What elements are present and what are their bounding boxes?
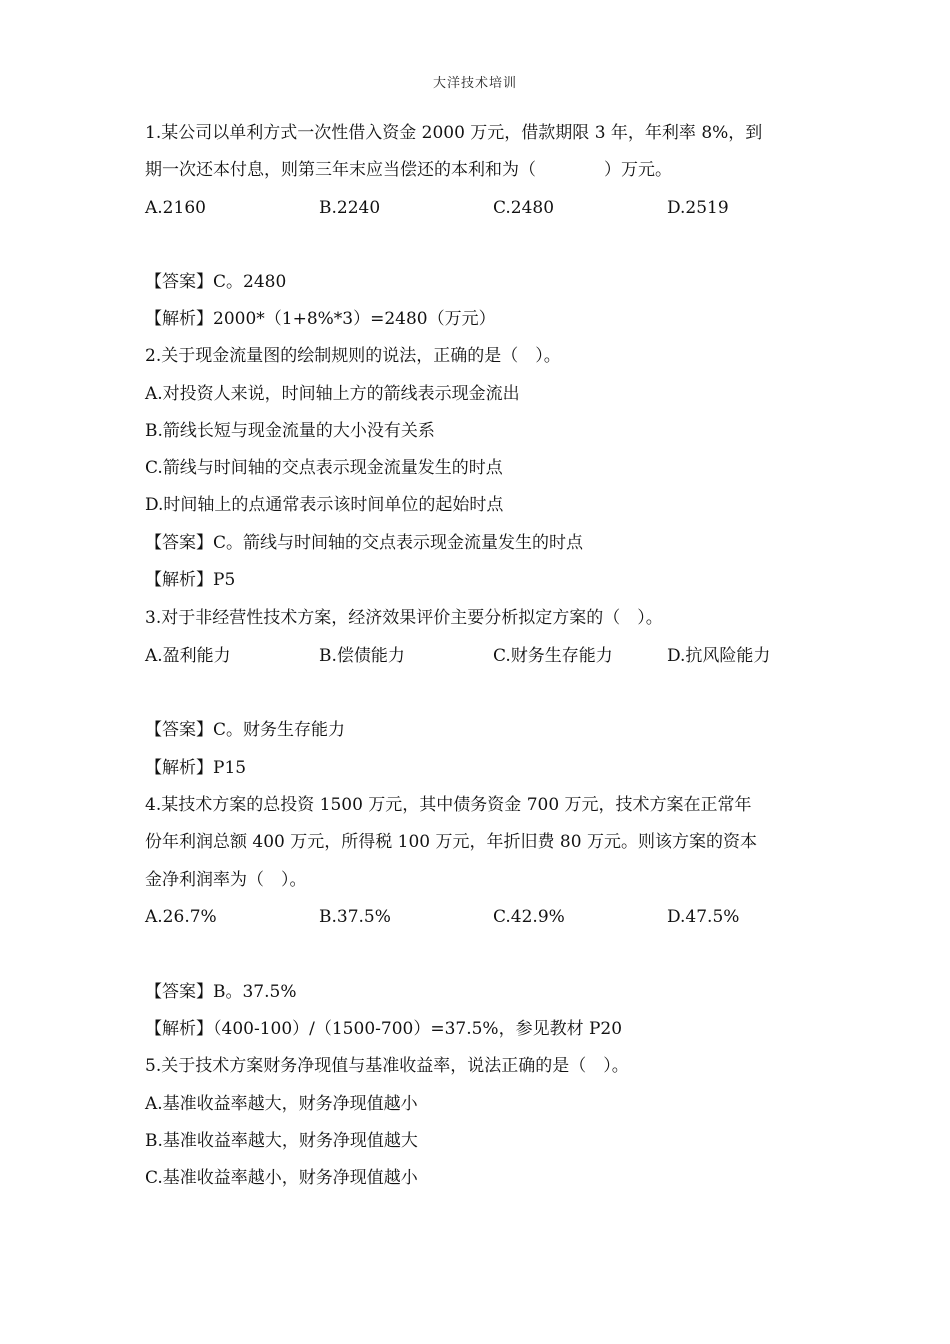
q5-option-a: A.基准收益率越大，财务净现值越小 bbox=[145, 1094, 418, 1114]
q3-option-c: C.财务生存能力 bbox=[493, 646, 613, 666]
q3-analysis: 【解析】P15 bbox=[145, 758, 247, 778]
q4-stem-line2: 份年利润总额 400 万元，所得税 100 万元，年折旧费 80 万元。则该方案的资本 bbox=[145, 832, 757, 852]
q2-option-c: C.箭线与时间轴的交点表示现金流量发生的时点 bbox=[145, 458, 503, 478]
q5-option-b: B.基准收益率越大，财务净现值越大 bbox=[145, 1131, 418, 1151]
q1-stem-line1: 1.某公司以单利方式一次性借入资金 2000 万元，借款期限 3 年，年利率 8%，到 bbox=[145, 123, 763, 143]
q2-answer: 【答案】C。箭线与时间轴的交点表示现金流量发生的时点 bbox=[145, 533, 584, 553]
q3-option-a: A.盈利能力 bbox=[145, 646, 231, 666]
q5-option-c: C.基准收益率越小，财务净现值越小 bbox=[145, 1168, 418, 1188]
page-header: 大洋技术培训 bbox=[432, 76, 517, 91]
q4-option-a: A.26.7% bbox=[145, 907, 217, 927]
q3-option-b: B.偿债能力 bbox=[319, 646, 405, 666]
q2-analysis: 【解析】P5 bbox=[145, 570, 236, 590]
q4-answer: 【答案】B。37.5% bbox=[145, 982, 297, 1002]
q1-option-c: C.2480 bbox=[493, 198, 555, 218]
q4-stem-line3: 金净利润率为（ ）。 bbox=[145, 870, 307, 890]
q1-analysis: 【解析】2000*（1+8%*3）=2480（万元） bbox=[145, 309, 496, 329]
q5-stem: 5.关于技术方案财务净现值与基准收益率，说法正确的是（ ）。 bbox=[145, 1056, 629, 1076]
q4-analysis: 【解析】（400-100）/（1500-700）=37.5%，参见教材 P20 bbox=[145, 1019, 623, 1039]
q4-stem-line1: 4.某技术方案的总投资 1500 万元，其中债务资金 700 万元，技术方案在正常年 bbox=[145, 795, 752, 815]
q1-option-a: A.2160 bbox=[145, 198, 206, 218]
q2-stem: 2.关于现金流量图的绘制规则的说法，正确的是（ ）。 bbox=[145, 346, 561, 366]
q2-option-a: A.对投资人来说，时间轴上方的箭线表示现金流出 bbox=[145, 384, 520, 404]
q1-option-b: B.2240 bbox=[319, 198, 381, 218]
q3-stem: 3.对于非经营性技术方案，经济效果评价主要分析拟定方案的（ ）。 bbox=[145, 608, 663, 628]
q4-option-c: C.42.9% bbox=[493, 907, 565, 927]
q4-option-b: B.37.5% bbox=[319, 907, 391, 927]
q3-answer: 【答案】C。财务生存能力 bbox=[145, 720, 346, 740]
q1-option-d: D.2519 bbox=[667, 198, 729, 218]
q1-answer: 【答案】C。2480 bbox=[145, 272, 287, 292]
q4-option-d: D.47.5% bbox=[667, 907, 740, 927]
q1-stem-line2: 期一次还本付息，则第三年末应当偿还的本利和为（ ）万元。 bbox=[145, 160, 672, 180]
q2-option-b: B.箭线长短与现金流量的大小没有关系 bbox=[145, 421, 435, 441]
q2-option-d: D.时间轴上的点通常表示该时间单位的起始时点 bbox=[145, 495, 504, 515]
q3-option-d: D.抗风险能力 bbox=[667, 646, 771, 666]
